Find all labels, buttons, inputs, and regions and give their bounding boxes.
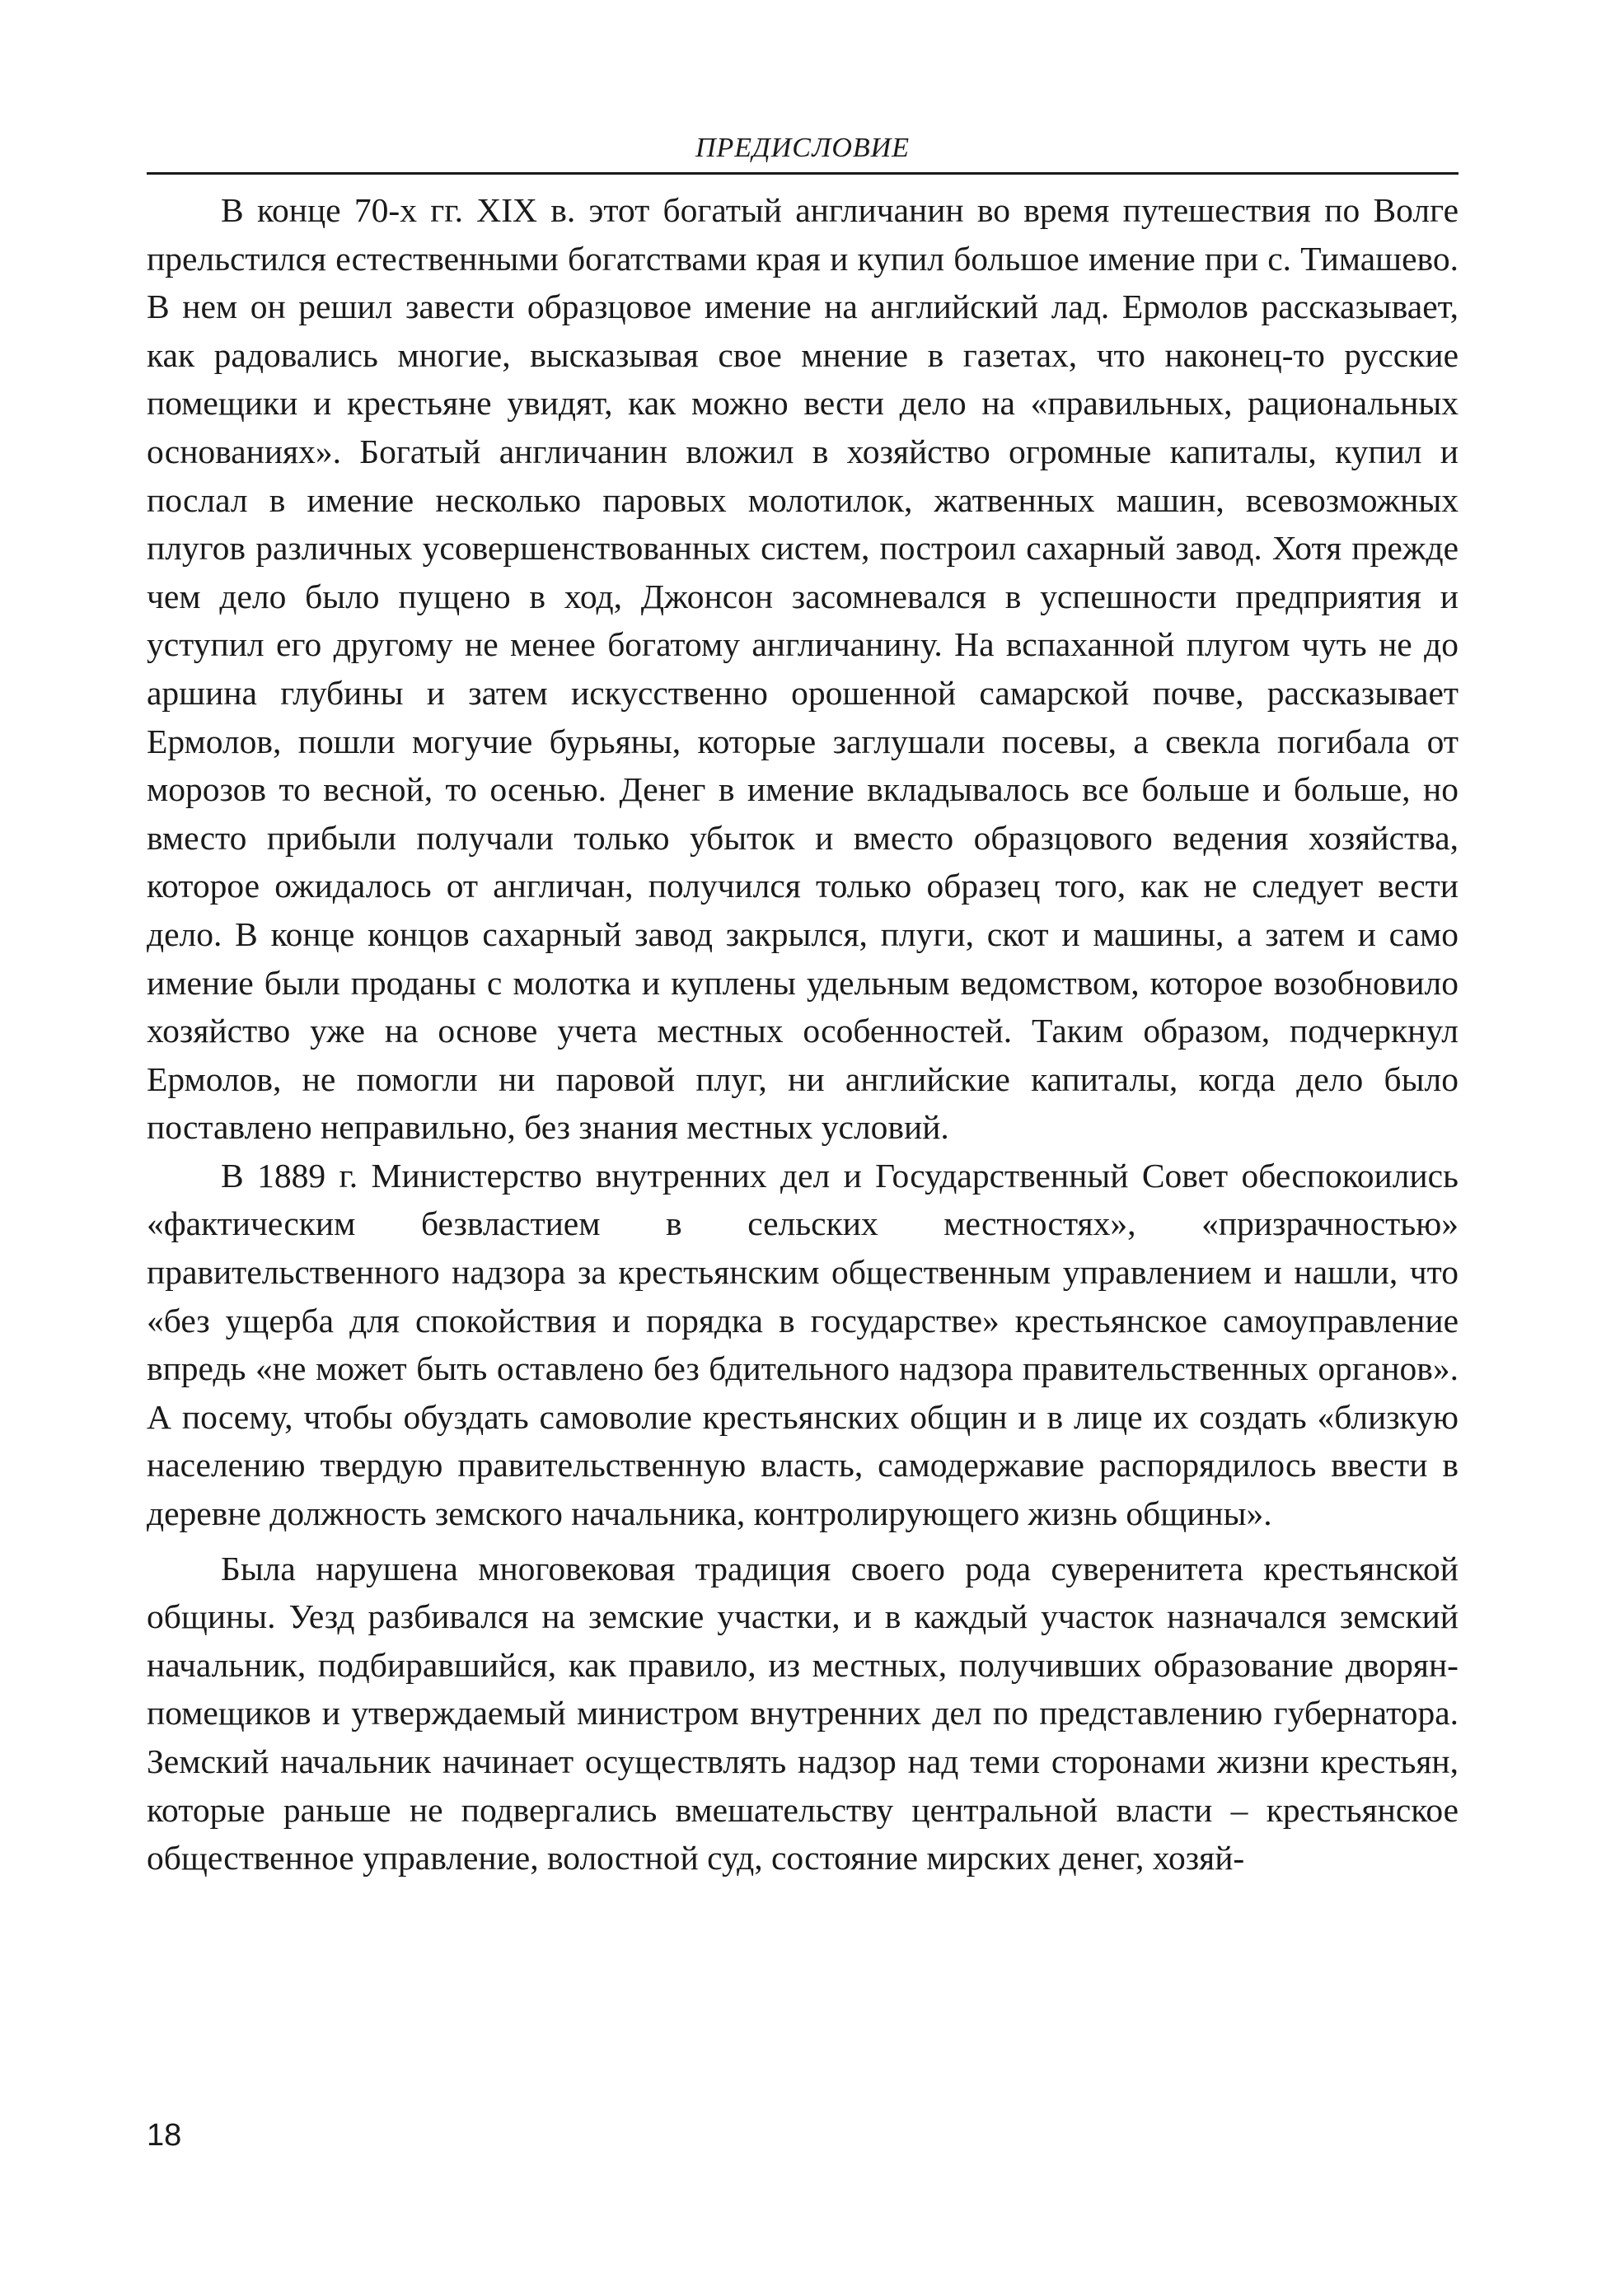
- running-head: ПРЕДИСЛОВИЕ: [695, 133, 911, 163]
- paragraph-1: В конце 70-х гг. XIX в. этот богатый англичанин во время путешествия по Волге прельстился естественными богатствами края и купил большое имение при с. Тимашево. В нем он решил завести образцовое имение на английский лад. Ермолов рассказывает, как радовались многие, высказывая свое мнение в газетах, что наконец-то русские помещики и крестьяне увидят, как можно вести дело на «правильных, рациональных основаниях». Богатый англичанин вложил в хозяйство огромные капиталы, купил и послал в имение несколько паровых молотилок, жатвенных машин, всевозможных плугов различных усовершенствованных систем, построил сахарный завод. Хотя прежде чем дело было пущено в ход, Джонсон засомневался в успешности предприятия и уступил его другому не менее богатому англичанину. На вспаханной плугом чуть не до аршина глубины и затем искусственно орошенной самарской почве, рассказывает Ермолов, пошли могучие бурьяны, которые заглушали посевы, а свекла погибала от морозов то весной, то осенью. Денег в имение вкладывалось все больше и больше, но вместо прибыли получали только убыток и вместо образцового ведения хозяйства, которое ожидалось от англичан, получился только образец того, как не следует вести дело. В конце концов сахарный завод закрылся, плуги, скот и машины, а затем и само имение были проданы с молотка и куплены удельным ведомством, которое возобновило хозяйство уже на основе учета местных особенностей. Таким образом, подчеркнул Ермолов, не помогли ни паровой плуг, ни английские капиталы, когда дело было поставлено неправильно, без знания местных условий.: [147, 191, 1459, 1147]
- header-rule: [147, 172, 1459, 175]
- page-number: 18: [147, 2118, 182, 2153]
- paragraph-3: Была нарушена многовековая традиция своего рода суверенитета крестьянской общины. Уезд разбивался на земские участки, и в каждый участок назначался земский начальник, подбиравшийся, как правило, из местных, получивших образование дворян-помещиков и утверждаемый министром внутренних дел по представлению губернатора. Земский начальник начинает осуществлять надзор над теми сторонами жизни крестьян, которые раньше не подвергались вмешательству центральной власти – крестьянское общественное управление, волостной суд, состояние мирских денег, хозяй-: [147, 1549, 1459, 1877]
- body-text: [147, 186, 1459, 1882]
- paragraph-2: В 1889 г. Министерство внутренних дел и Государственный Совет обеспокоились «фактическим безвластием в сельских местностях», «призрачностью» правительственного надзора за крестьянским общественным управлением и нашли, что «без ущерба для спокойствия и порядка в государстве» крестьянское самоуправление впредь «не может быть оставлено без бдительного надзора правительственных органов». А посему, чтобы обуздать самоволие крестьянских общин и в лице их создать «близкую населению твердую правительственную власть, самодержавие распорядилось ввести в деревне должность земского начальника, контролирующего жизнь общины».: [147, 1156, 1459, 1533]
